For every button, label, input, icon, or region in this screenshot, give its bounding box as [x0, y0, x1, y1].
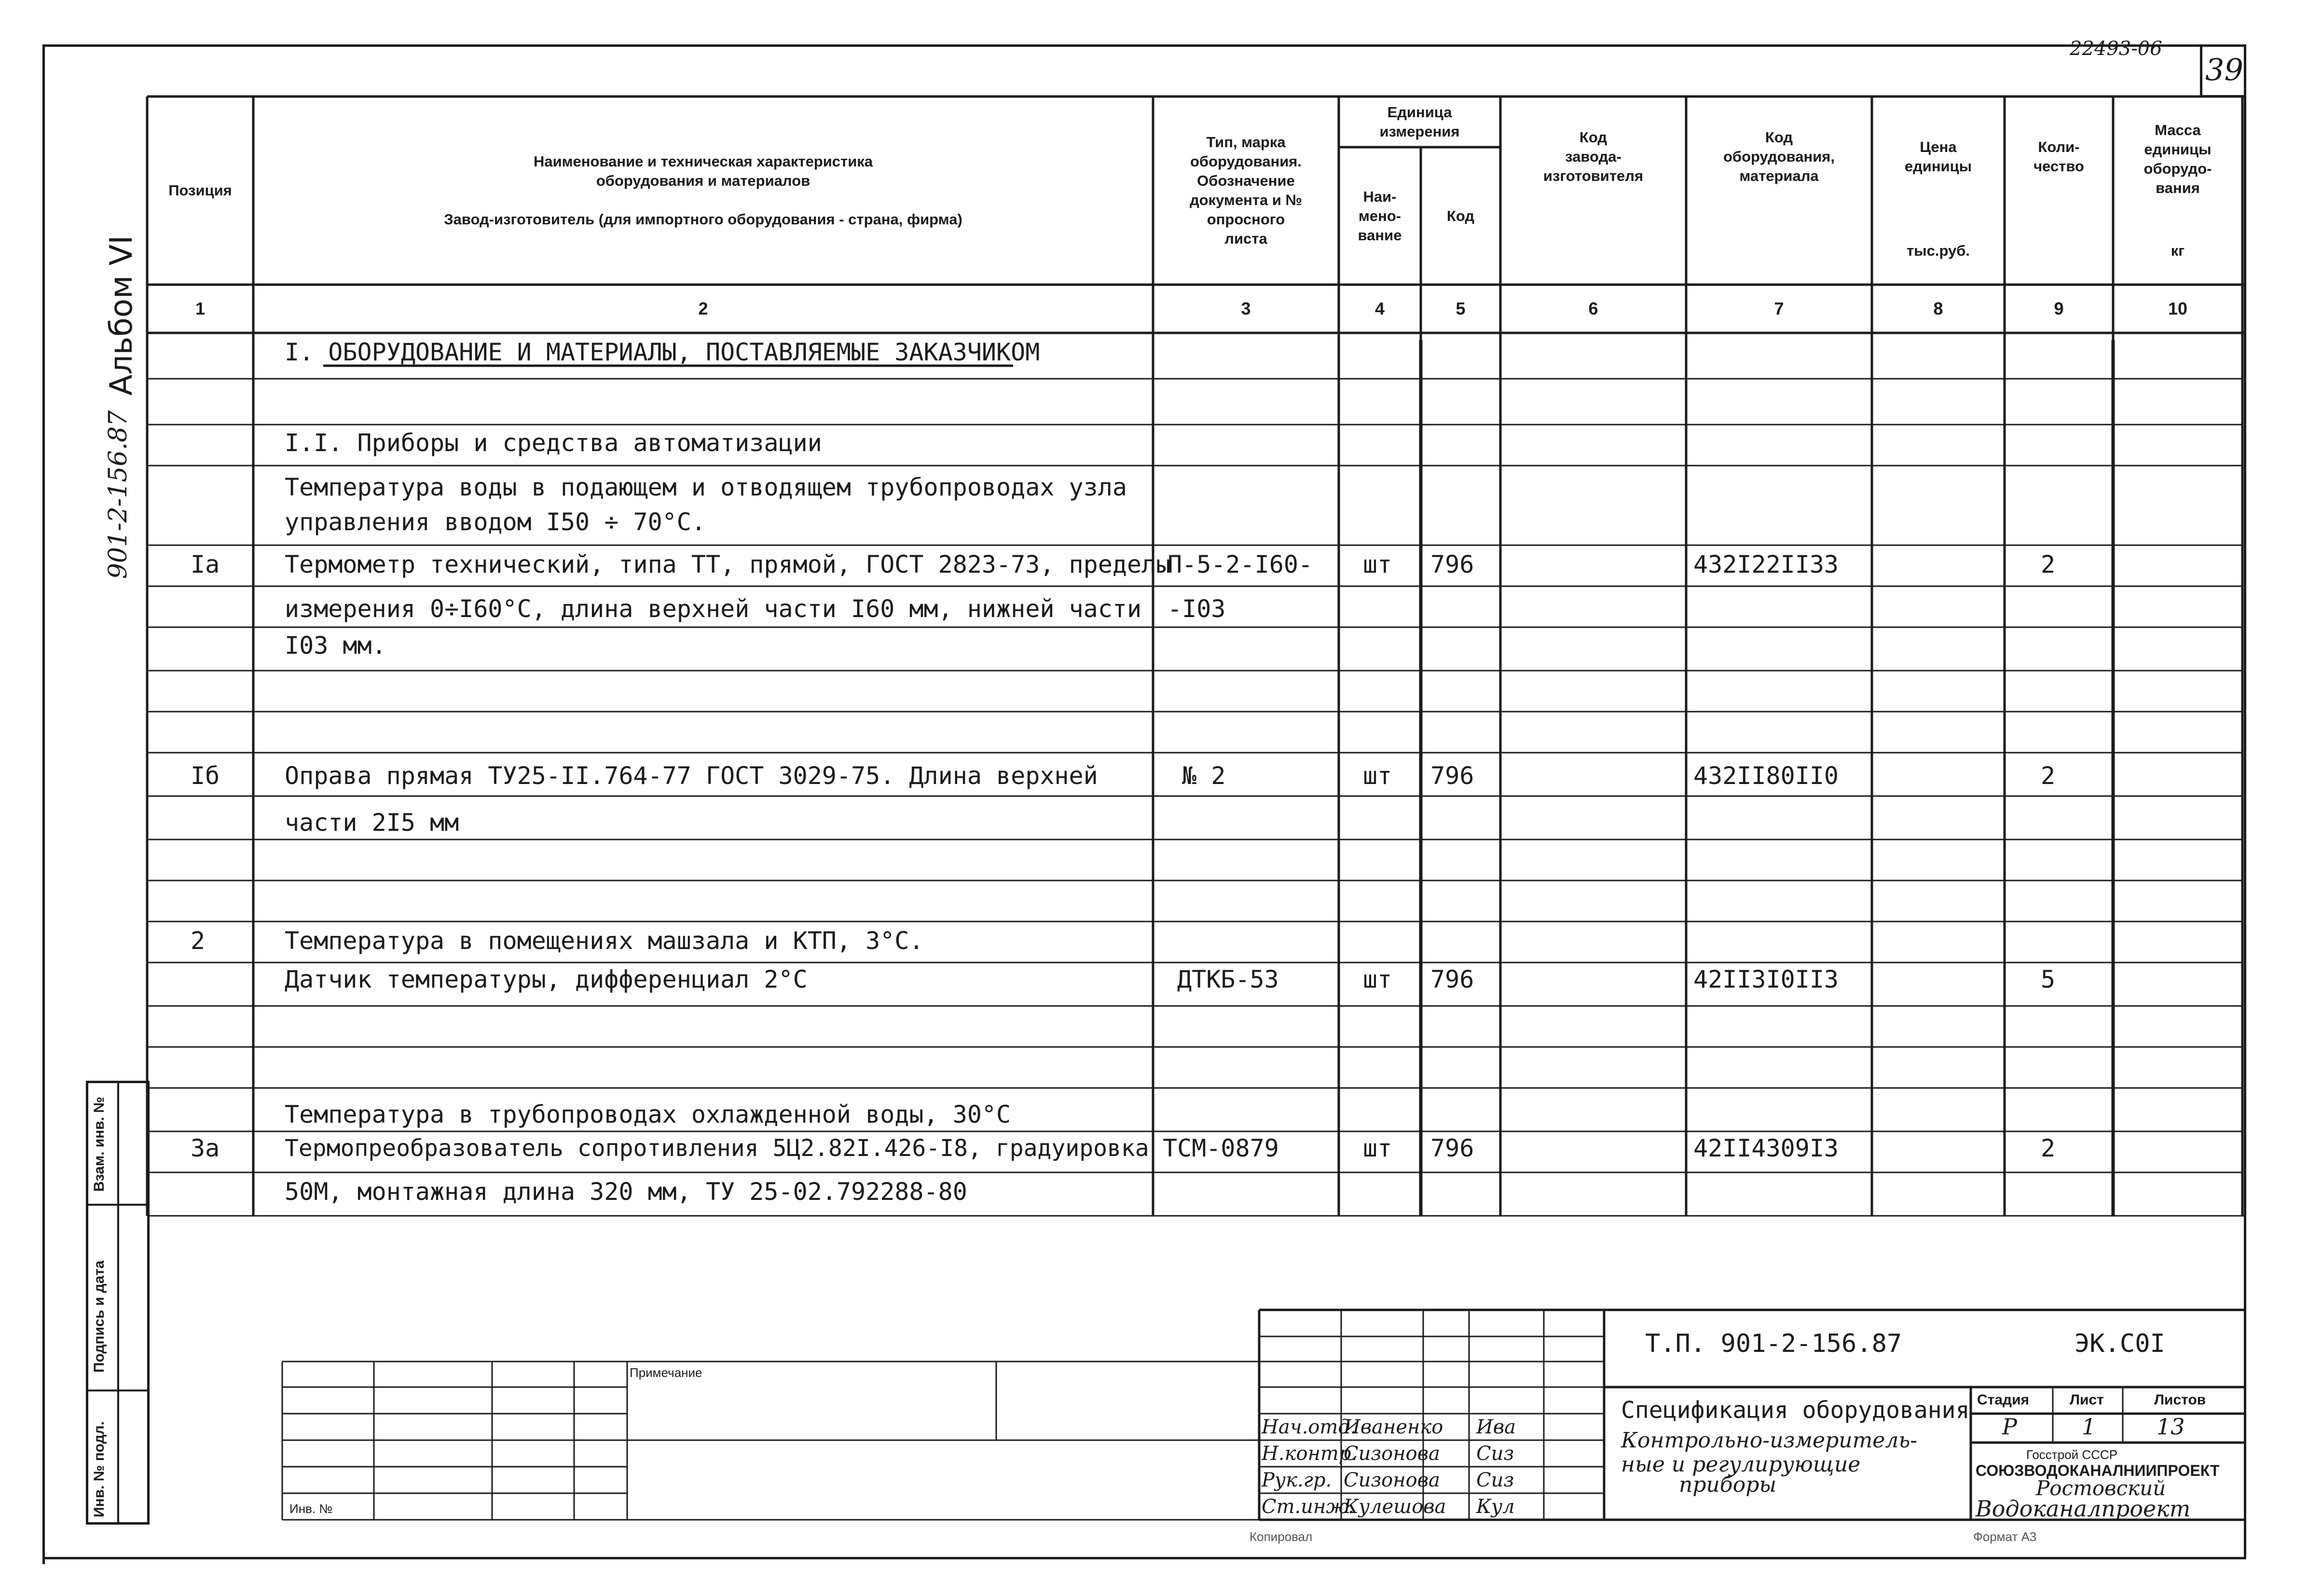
header-position: Позиция: [168, 182, 232, 199]
doc-subtitle-3: приборы: [1679, 1472, 1777, 1497]
colnum-1: 1: [195, 299, 206, 318]
sheet-label: Лист: [2070, 1392, 2104, 1408]
row-name-9: Температура в помещениях машзала и КТП, 3°С.: [285, 927, 924, 955]
row-qty-10: 5: [2041, 965, 2056, 993]
row-qty-12: 2: [2041, 1134, 2056, 1162]
row-name-2: Температура воды в подающем и отводящем трубопроводах узла: [285, 473, 1127, 501]
header-mass-unit: кг: [2171, 242, 2185, 259]
row-name-5: измерения 0÷I60°С, длина верхней части I60 мм, нижней части: [285, 595, 1142, 623]
colnum-7: 7: [1774, 299, 1784, 318]
copied-label: Копировал: [1250, 1529, 1313, 1544]
row-name-4: Термометр технический, типа ТТ, прямой, ГОСТ 2823-73, пределы: [285, 550, 1171, 578]
header-price-unit: тыс.руб.: [1906, 242, 1970, 259]
stamp-sign-date: Подпись и дата: [91, 1260, 107, 1373]
header-quantity: Коли- чество: [2033, 138, 2084, 175]
row-unit-12: шт: [1363, 1134, 1392, 1162]
row-qty-4: 2: [2041, 550, 2056, 578]
header-factory-code: Код завода- изготовителя: [1543, 129, 1644, 184]
row-name-8: части 2I5 мм: [285, 809, 459, 837]
colnum-5: 5: [1456, 299, 1466, 318]
row-unitcode-12: 796: [1430, 1134, 1474, 1162]
colnum-4: 4: [1374, 299, 1385, 318]
project-code: 901-2-156.87: [104, 410, 133, 579]
row-name-11: Температура в трубопроводах охлажденной воды, 30°С: [285, 1101, 1011, 1128]
format-label: Формат А3: [1973, 1529, 2037, 1544]
sheets-value: 13: [2157, 1414, 2185, 1440]
row-pos-7: Iб: [191, 762, 220, 790]
row-pos-4: Iа: [191, 550, 220, 578]
org-line-4: Водоканалпроект: [1976, 1496, 2191, 1522]
colnum-3: 3: [1241, 299, 1251, 318]
row-code-10: 42II3I0II3: [1693, 965, 1839, 993]
stamp-inv-orig: Инв. № подл.: [91, 1421, 107, 1517]
header-unit-group: Единица измерения: [1379, 103, 1460, 140]
inv-label: Инв. №: [289, 1501, 333, 1516]
sheets-label: Листов: [2154, 1392, 2206, 1408]
row-name-0: I. ОБОРУДОВАНИЕ И МАТЕРИАЛЫ, ПОСТАВЛЯЕМЫЕ ЗАКАЗЧИКОМ: [285, 338, 1040, 366]
sign-name-4: Кулешова: [1344, 1496, 1446, 1518]
archive-number: 22493-06: [2070, 38, 2162, 60]
stage-value: Р: [2002, 1414, 2017, 1440]
sign-name-2: Сизонова: [1344, 1443, 1440, 1465]
note-label: Примечание: [630, 1365, 702, 1380]
row-unitcode-7: 796: [1430, 762, 1474, 790]
row-unitcode-4: 796: [1430, 550, 1474, 578]
row-unit-4: шт: [1363, 550, 1392, 578]
row-name-3: управления вводом I50 ÷ 70°С.: [285, 508, 706, 536]
row-name-10: Датчик температуры, дифференциал 2°С: [285, 965, 808, 993]
sign-role-3: Рук.гр.: [1262, 1469, 1332, 1491]
header-type: Тип, марка оборудования. Обозначение документа и № опросного листа: [1189, 134, 1303, 247]
row-code-12: 42II4309I3: [1693, 1134, 1839, 1162]
row-type-5: -I03: [1168, 595, 1226, 623]
colnum-6: 6: [1588, 299, 1598, 318]
row-unitcode-10: 796: [1430, 965, 1474, 993]
row-type-7: № 2: [1182, 762, 1226, 790]
org-line-3: Ростовский: [2036, 1476, 2166, 1500]
stage-label: Стадия: [1977, 1392, 2030, 1408]
header-unit-name: Наи- мено- вание: [1358, 188, 1402, 244]
org-line-2: СОЮЗВОДОКАНАЛНИИПРОЕКТ: [1976, 1462, 2220, 1479]
sign-name-1: Иваненко: [1344, 1416, 1443, 1438]
colnum-10: 10: [2168, 299, 2188, 318]
header-mass: Масса единицы оборудо- вания: [2143, 122, 2212, 196]
colnum-8: 8: [1933, 299, 1943, 318]
header-equipment-code: Код оборудования, материала: [1723, 129, 1835, 184]
sign-mark-3: Сиз: [1476, 1469, 1514, 1491]
document-code: Т.П. 901-2-156.87: [1645, 1329, 1902, 1358]
sheet-value: 1: [2082, 1414, 2096, 1440]
row-code-4: 432I22II33: [1693, 550, 1839, 578]
sign-mark-1: Ива: [1476, 1416, 1516, 1438]
row-name-7: Оправа прямая ТУ25-II.764-77 ГОСТ 3029-75. Длина верхней: [285, 762, 1098, 790]
row-unit-7: шт: [1363, 762, 1392, 790]
row-type-12: ТСМ-0879: [1163, 1134, 1279, 1162]
colnum-9: 9: [2054, 299, 2064, 318]
org-line-1: Госстрой СССР: [2026, 1447, 2118, 1462]
row-name-6: I03 мм.: [285, 632, 386, 660]
header-name: Наименование и техническая характеристика оборудования и материалов Завод-изготовитель (для импортного оборудования - страна, фирма): [444, 153, 962, 228]
row-qty-7: 2: [2041, 762, 2056, 790]
row-unit-10: шт: [1363, 965, 1392, 993]
row-code-7: 432II80II0: [1693, 762, 1839, 790]
row-pos-9: 2: [191, 927, 206, 955]
header-unit-code: Код: [1446, 207, 1475, 224]
sign-name-3: Сизонова: [1344, 1469, 1440, 1491]
doc-subtitle-1: Контрольно-измеритель-: [1621, 1428, 1918, 1453]
sheet-code: ЭК.С0I: [2074, 1329, 2165, 1358]
row-pos-12: 3а: [191, 1134, 220, 1162]
header-price: Цена единицы: [1904, 138, 1972, 175]
row-type-4: П-5-2-I60-: [1168, 550, 1313, 578]
sign-role-1: Нач.отд.: [1262, 1416, 1357, 1438]
doc-subtitle-2: ные и регулирующие: [1621, 1452, 1861, 1477]
stamp-replace-inv: Взам. инв. №: [91, 1097, 107, 1192]
row-name-1: I.I. Приборы и средства автоматизации: [285, 429, 822, 457]
album-label: Альбом VI: [104, 235, 139, 396]
colnum-2: 2: [698, 299, 708, 318]
sign-mark-4: Кул: [1476, 1496, 1515, 1518]
row-name-13: 50М, монтажная длина 320 мм, ТУ 25-02.792288-80: [285, 1178, 967, 1206]
row-type-10: ДТКБ-53: [1177, 965, 1279, 993]
sheet-number: 39: [2205, 52, 2243, 87]
sign-role-2: Н.контр.: [1262, 1443, 1358, 1465]
sign-role-4: Ст.инж.: [1262, 1496, 1354, 1518]
doc-title: Спецификация оборудования: [1621, 1397, 1970, 1424]
sign-mark-2: Сиз: [1476, 1443, 1514, 1465]
row-name-12: Термопреобразователь сопротивления 5Ц2.82I.426-I8, градуировка: [285, 1135, 1149, 1162]
